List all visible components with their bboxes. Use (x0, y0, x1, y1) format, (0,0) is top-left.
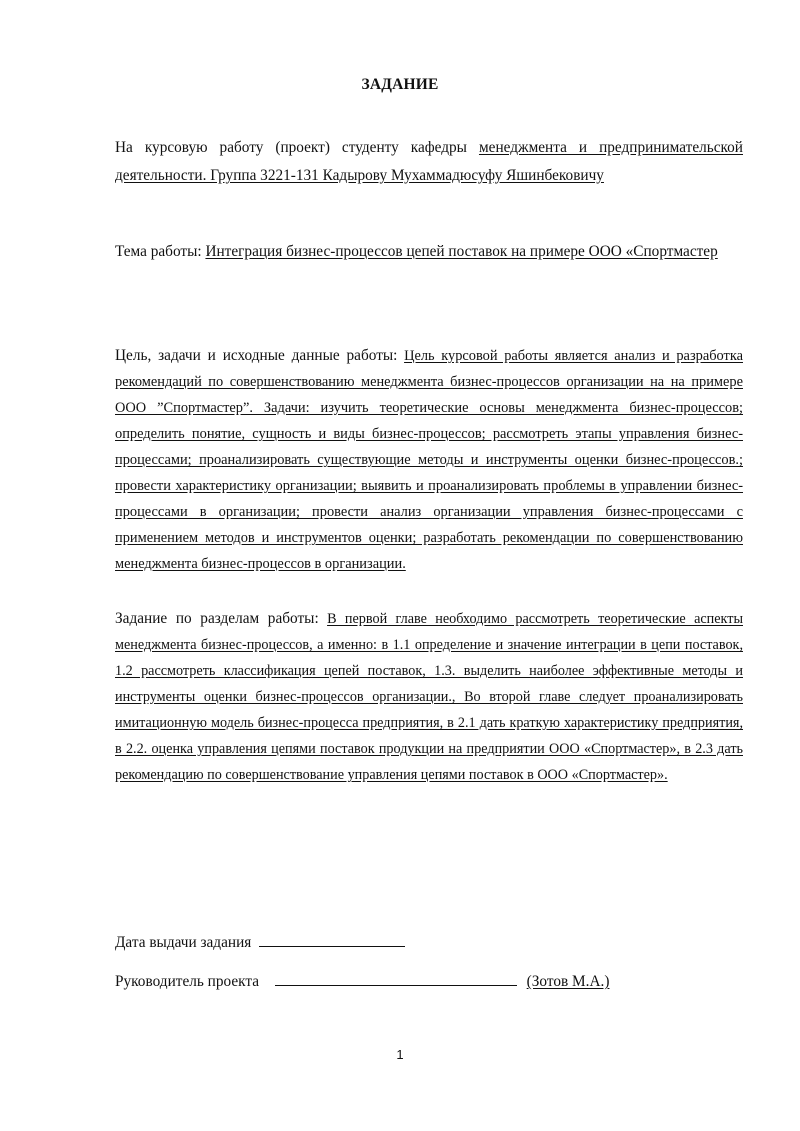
assignment-value: менеджмента и предпринимательской деятельности. Группа 3221-131 Кадырову Мухаммадюсуфу Яшинбековичу (115, 139, 743, 184)
supervisor-signature-line (275, 973, 517, 986)
page-title: ЗАДАНИЕ (361, 76, 439, 93)
supervisor-row (115, 973, 609, 991)
issue-date-blank-line (259, 934, 405, 947)
sections-paragraph (115, 606, 743, 788)
assignment-paragraph (115, 134, 743, 190)
sections-value: В первой главе необходимо рассмотреть теоретические аспекты менеджмента бизнес-процессов, а именно: в 1.1 определение и значение интеграции в цепи поставок, 1.2 рассмотреть классификация цепей поставок, 1.3. выделить наиболее эффективные методы и инструменты оценки бизнес-процессов организации., Во второй главе следует проанализировать имитационную модель бизнес-процесса предприятия, в 2.1 дать краткую характеристику предприятия, в 2.2. оценка управления цепями поставок продукции на предприятии ООО «Спортмастер», в 2.3 дать рекомендацию по совершенствование управления цепями поставок в ООО «Спортмастер». (115, 611, 743, 783)
supervisor-label: Руководитель проекта (115, 973, 260, 990)
topic-value: Интеграция бизнес-процессов цепей поставок на примере ООО «Спортмастер (205, 243, 718, 260)
sections-lead: Задание по разделам работы: (115, 610, 319, 627)
topic-paragraph (115, 238, 743, 266)
goals-value: Цель курсовой работы является анализ и разработка рекомендаций по совершенствованию менеджмента бизнес-процессов организации на на примере ООО ”Спортмастер”. Задачи: изучить теоретические основы менеджмента бизнес-процессов; определить понятие, сущность и виды бизнес-процессов; рассмотреть этапы управления бизнес-процессами; проанализировать существующие методы и инструменты оценки бизнес-процессов.; провести характеристику организации; выявить и проанализировать проблемы в управлении бизнес-процессами в организации; провести анализ организации управления бизнес-процессами с применением методов и инструментов оценки; разработать рекомендации по совершенствованию менеджмента бизнес-процессов в организации. (115, 348, 743, 572)
issue-date-row (115, 934, 405, 952)
goals-paragraph (115, 343, 743, 577)
issue-date-label: Дата выдачи задания (115, 934, 252, 951)
assignment-lead: На курсовую работу (проект) студенту кафедры (115, 139, 467, 156)
topic-lead: Тема работы: (115, 243, 202, 260)
page-number: 1 (396, 1047, 404, 1062)
supervisor-name: (Зотов М.А.) (526, 973, 610, 990)
goals-lead: Цель, задачи и исходные данные работы: (115, 347, 398, 364)
